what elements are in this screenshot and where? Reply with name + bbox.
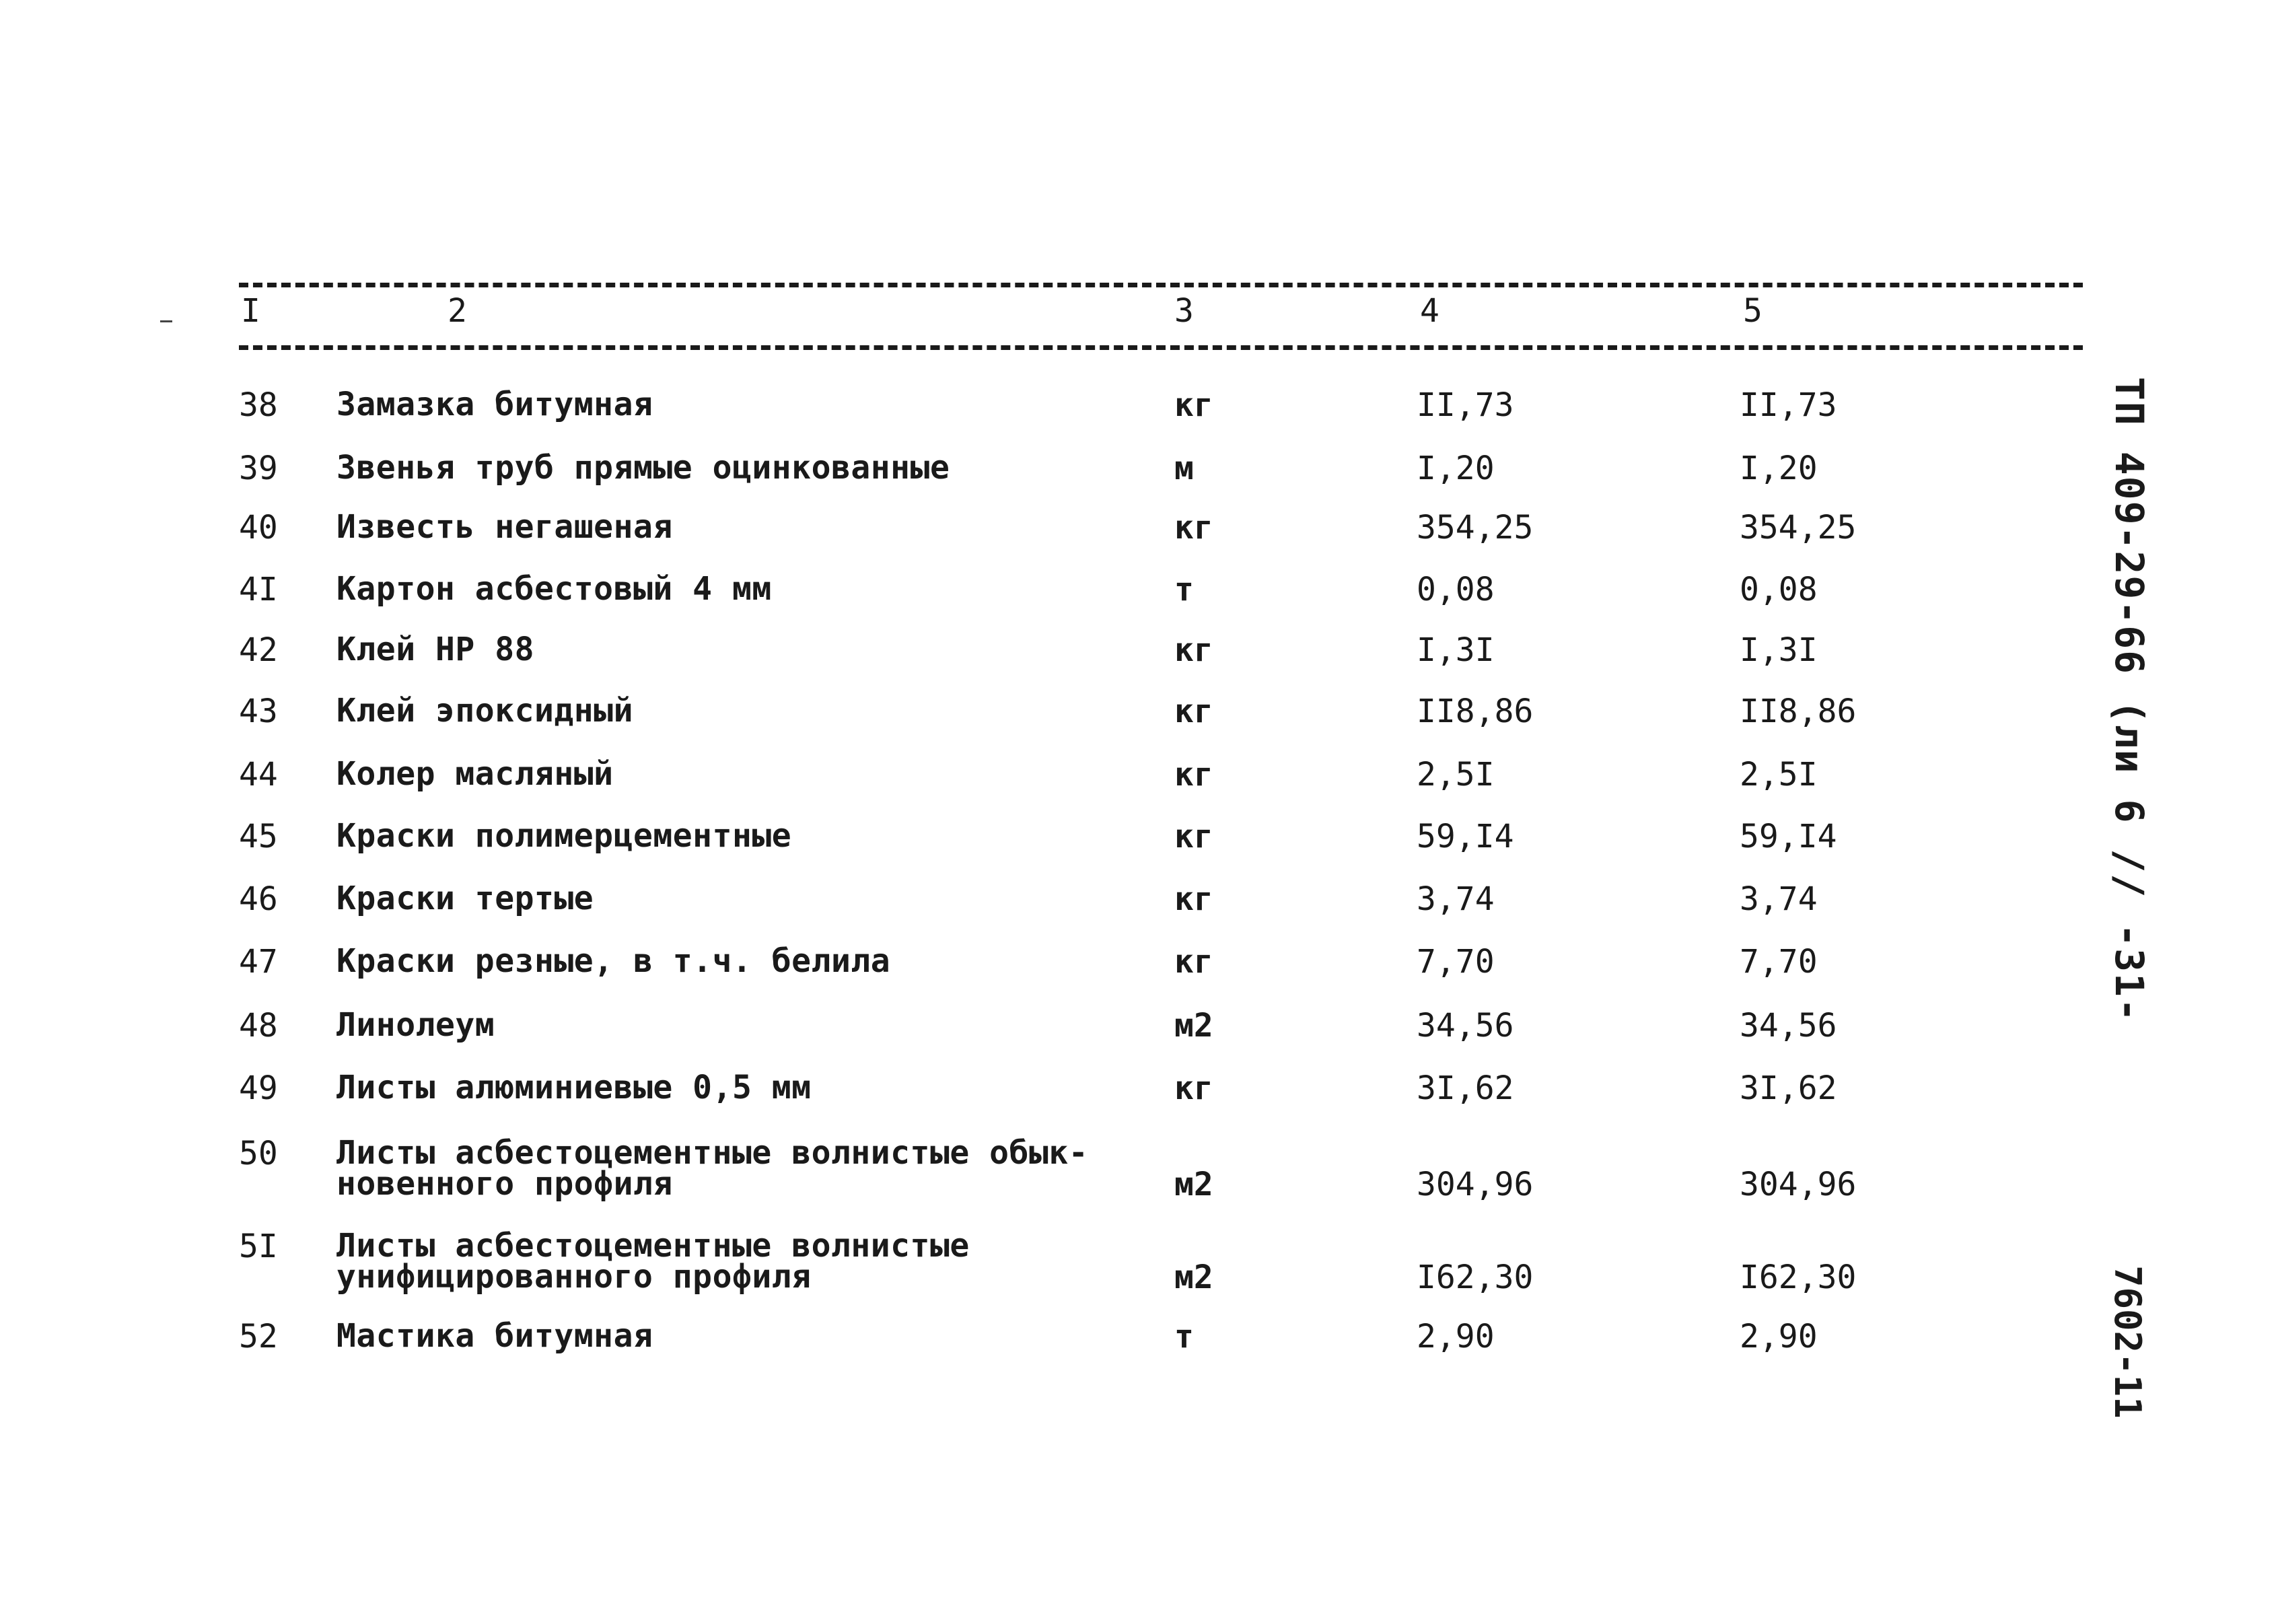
quantity-col-5: 304,96 [1740, 1166, 1857, 1203]
row-number: 52 [239, 1318, 278, 1355]
unit: кг [1174, 818, 1213, 855]
material-name-line: Колер масляный [336, 755, 614, 793]
row-number: 42 [239, 631, 278, 669]
quantity-col-5: 0,08 [1740, 571, 1818, 608]
quantity-col-4: II8,86 [1417, 693, 1534, 730]
material-name-line: Краски тертые [336, 880, 594, 917]
unit: кг [1174, 943, 1213, 981]
material-name-line: Звенья труб прямые оцинкованные [336, 449, 950, 487]
quantity-col-5: II8,86 [1740, 693, 1857, 730]
unit: кг [1174, 693, 1213, 730]
quantity-col-4: 34,56 [1417, 1007, 1514, 1045]
material-name-line: Линолеум [336, 1006, 495, 1044]
row-number: 43 [239, 693, 278, 730]
row-number: 4I [239, 571, 278, 608]
material-name [336, 570, 772, 608]
quantity-col-4: 304,96 [1417, 1166, 1534, 1203]
material-name [336, 817, 792, 855]
material-name-line: Мастика битумная [336, 1317, 653, 1355]
material-name [336, 1006, 495, 1044]
quantity-col-5: 3I,62 [1740, 1069, 1837, 1107]
stray-mark [160, 320, 172, 322]
material-name-line: Краски полимерцементные [336, 817, 792, 855]
material-name-line: Клей НР 88 [336, 631, 534, 668]
unit: кг [1174, 880, 1213, 918]
material-name [336, 942, 891, 980]
quantity-col-4: II,73 [1417, 386, 1514, 424]
quantity-col-5: 2,5I [1740, 756, 1818, 793]
unit: кг [1174, 756, 1213, 793]
quantity-col-4: I,20 [1417, 450, 1495, 487]
material-name [336, 880, 594, 917]
material-name-line: Листы алюминиевые 0,5 мм [336, 1069, 812, 1106]
material-name [336, 508, 673, 546]
row-number: 5I [239, 1228, 278, 1265]
unit: м2 [1174, 1166, 1213, 1203]
material-name-line: новенного профиля [336, 1165, 673, 1203]
quantity-col-4: 3I,62 [1417, 1069, 1514, 1107]
material-name-line: Краски резные, в т.ч. белила [336, 942, 891, 980]
material-name [336, 1134, 1089, 1203]
material-name-line: Картон асбестовый 4 мм [336, 570, 772, 608]
row-number: 45 [239, 818, 278, 855]
header-col-1: I [241, 292, 260, 330]
quantity-col-5: I,3I [1740, 631, 1818, 669]
quantity-col-5: 34,56 [1740, 1007, 1837, 1045]
quantity-col-4: 3,74 [1417, 880, 1495, 918]
quantity-col-5: 3,74 [1740, 880, 1818, 918]
quantity-col-5: II,73 [1740, 386, 1837, 424]
unit: т [1174, 1318, 1194, 1355]
unit: кг [1174, 509, 1213, 546]
row-number: 40 [239, 509, 278, 546]
quantity-col-5: 354,25 [1740, 509, 1857, 546]
material-name [336, 386, 653, 423]
material-name [336, 449, 950, 487]
unit: т [1174, 571, 1194, 608]
quantity-col-5: 7,70 [1740, 943, 1818, 981]
quantity-col-4: I62,30 [1417, 1259, 1534, 1296]
material-name [336, 1317, 653, 1355]
material-name-line: Листы асбестоцементные волнистые [336, 1227, 970, 1265]
side-number-text: 7602-11 [2106, 1265, 2149, 1419]
unit: м2 [1174, 1259, 1213, 1296]
quantity-col-4: 59,I4 [1417, 818, 1514, 855]
header-bottom-rule [239, 345, 2083, 350]
quantity-col-5: 59,I4 [1740, 818, 1837, 855]
header-col-3: 3 [1174, 292, 1194, 330]
header-col-2: 2 [448, 292, 467, 330]
side-stamp-text: ТП 409-29-66 (ли 6 // -31- [2106, 377, 2152, 1023]
header-col-4: 4 [1420, 292, 1439, 330]
unit: кг [1174, 631, 1213, 669]
quantity-col-5: I,20 [1740, 450, 1818, 487]
quantity-col-4: 354,25 [1417, 509, 1534, 546]
row-number: 38 [239, 386, 278, 424]
material-name [336, 755, 614, 793]
row-number: 46 [239, 880, 278, 918]
unit: кг [1174, 1069, 1213, 1107]
material-name-line: Известь негашеная [336, 508, 673, 546]
quantity-col-5: I62,30 [1740, 1259, 1857, 1296]
material-name [336, 631, 534, 668]
material-name-line: Клей эпоксидный [336, 692, 633, 730]
unit: м [1174, 450, 1194, 487]
quantity-col-5: 2,90 [1740, 1318, 1818, 1355]
row-number: 48 [239, 1007, 278, 1045]
material-name [336, 1069, 812, 1106]
quantity-col-4: I,3I [1417, 631, 1495, 669]
quantity-col-4: 0,08 [1417, 571, 1495, 608]
quantity-col-4: 7,70 [1417, 943, 1495, 981]
material-name [336, 1227, 970, 1296]
side-stamp [2085, 377, 2159, 1023]
header-col-5: 5 [1743, 292, 1762, 330]
material-name-line: унифицированного профиля [336, 1258, 812, 1296]
quantity-col-4: 2,90 [1417, 1318, 1495, 1355]
side-number [2085, 1265, 2159, 1419]
material-name-line: Замазка битумная [336, 386, 653, 423]
unit: м2 [1174, 1007, 1213, 1045]
row-number: 49 [239, 1069, 278, 1107]
material-name [336, 692, 633, 730]
material-name-line: Листы асбестоцементные волнистые обык- [336, 1134, 1089, 1172]
row-number: 39 [239, 450, 278, 487]
quantity-col-4: 2,5I [1417, 756, 1495, 793]
unit: кг [1174, 386, 1213, 424]
row-number: 47 [239, 943, 278, 981]
header-top-rule [239, 283, 2083, 287]
row-number: 50 [239, 1135, 278, 1172]
row-number: 44 [239, 756, 278, 793]
